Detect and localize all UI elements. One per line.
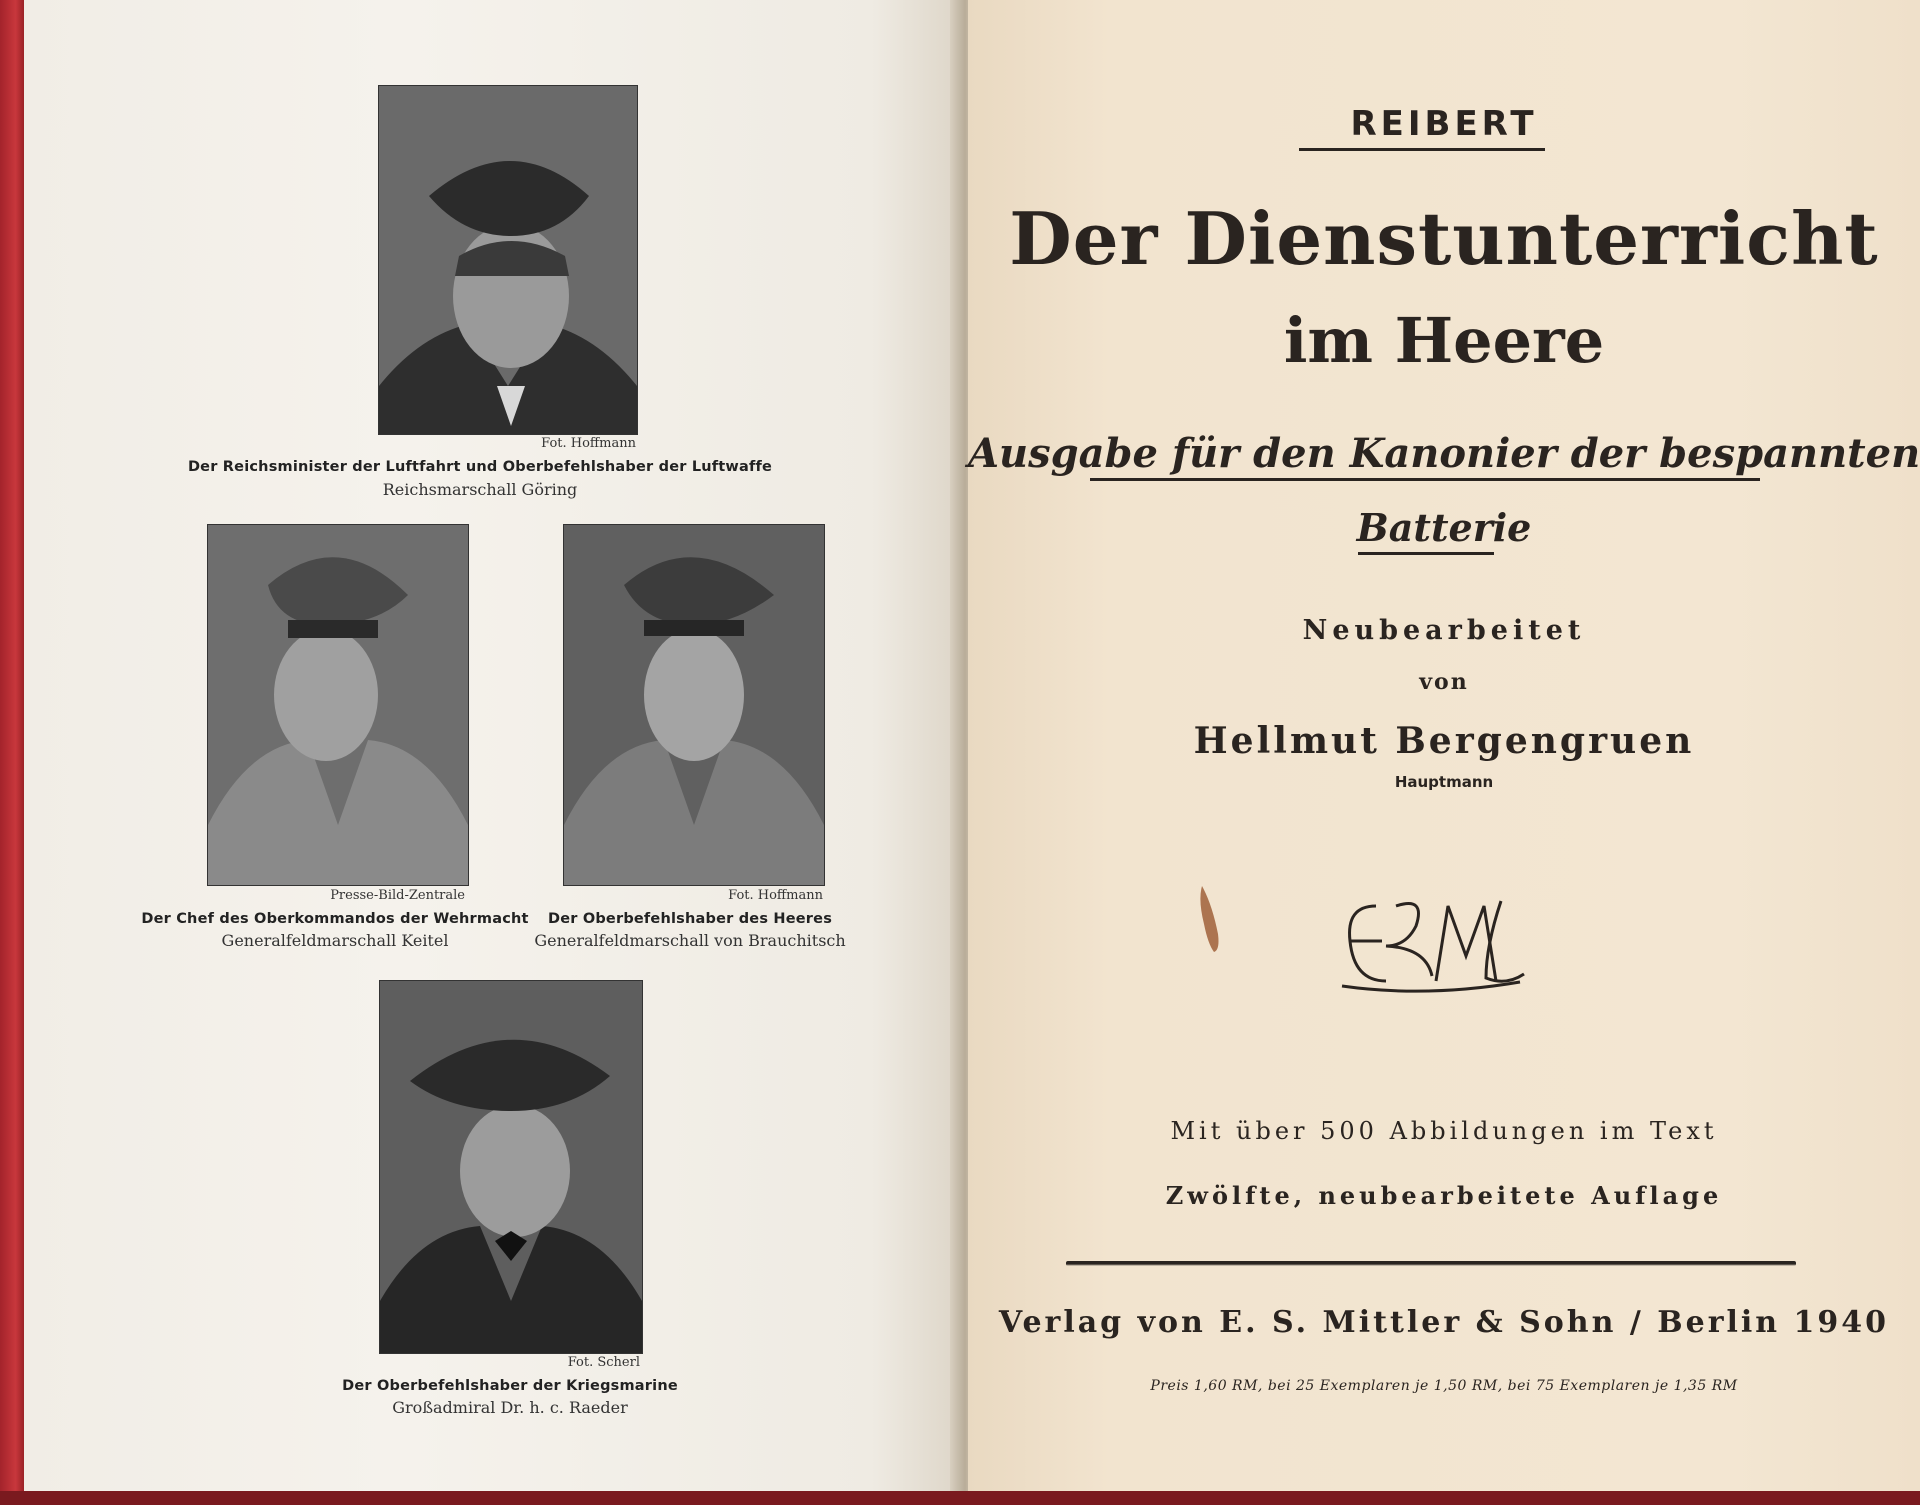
by-label: von	[1419, 669, 1469, 695]
underline-rule	[1299, 148, 1545, 151]
portrait-credit: Presse-Bild-Zentrale	[330, 888, 465, 903]
portrait-credit: Fot. Hoffmann	[728, 888, 823, 903]
portrait-caption-name: Generalfeldmarschall Keitel	[221, 931, 449, 950]
portrait-caption-name: Reichsmarschall Göring	[382, 480, 578, 499]
edition-note: Zwölfte, neubearbeitete Auflage	[1165, 1181, 1723, 1210]
book-title-line2: im Heere	[1283, 304, 1605, 377]
subtitle-line2: Batterie	[1356, 505, 1532, 550]
revised-label: Neubearbeitet	[1302, 615, 1586, 646]
portrait-credit: Fot. Scherl	[567, 1355, 640, 1370]
paper-stain	[1198, 884, 1220, 954]
portrait-caption-title: Der Reichsminister der Luftfahrt und Oberbefehlshaber der Luftwaffe	[187, 459, 773, 475]
portrait-caption-title: Der Oberbefehlshaber der Kriegsmarine	[342, 1378, 678, 1394]
author-rank: Hauptmann	[1394, 773, 1494, 791]
portrait-goering	[378, 85, 638, 435]
publisher-line: Verlag von E. S. Mittler & Sohn / Berlin 1940	[998, 1305, 1890, 1340]
price-line: Preis 1,60 RM, bei 25 Exemplaren je 1,50 RM, bei 75 Exemplaren je 1,35 RM	[1150, 1378, 1738, 1394]
subtitle: Ausgabe für den Kanonier der bespannten	[968, 430, 1920, 477]
portrait-caption-title: Der Oberbefehlshaber des Heeres	[547, 911, 833, 927]
series-title: REIBERT	[1350, 104, 1538, 144]
underline-rule	[1358, 552, 1494, 555]
portrait-brauchitsch	[563, 524, 825, 886]
illustrations-note: Mit über 500 Abbildungen im Text	[1170, 1117, 1718, 1145]
portrait-caption-name: Großadmiral Dr. h. c. Raeder	[392, 1398, 628, 1417]
divider-rule	[1066, 1261, 1796, 1266]
publisher-monogram-icon	[1336, 886, 1526, 998]
book-title: Der Dienstunterricht	[1009, 196, 1879, 281]
portrait-caption-name: Generalfeldmarschall von Brauchitsch	[534, 931, 846, 950]
bottom-edge	[0, 1491, 1920, 1505]
portrait-keitel	[207, 524, 469, 886]
portrait-raeder	[379, 980, 643, 1354]
cover-edge	[0, 0, 26, 1505]
portrait-caption-title: Der Chef des Oberkommandos der Wehrmacht	[141, 911, 529, 927]
portrait-credit: Fot. Hoffmann	[541, 436, 636, 451]
author-name: Hellmut Bergengruen	[1193, 720, 1695, 762]
underline-rule	[1090, 478, 1760, 481]
